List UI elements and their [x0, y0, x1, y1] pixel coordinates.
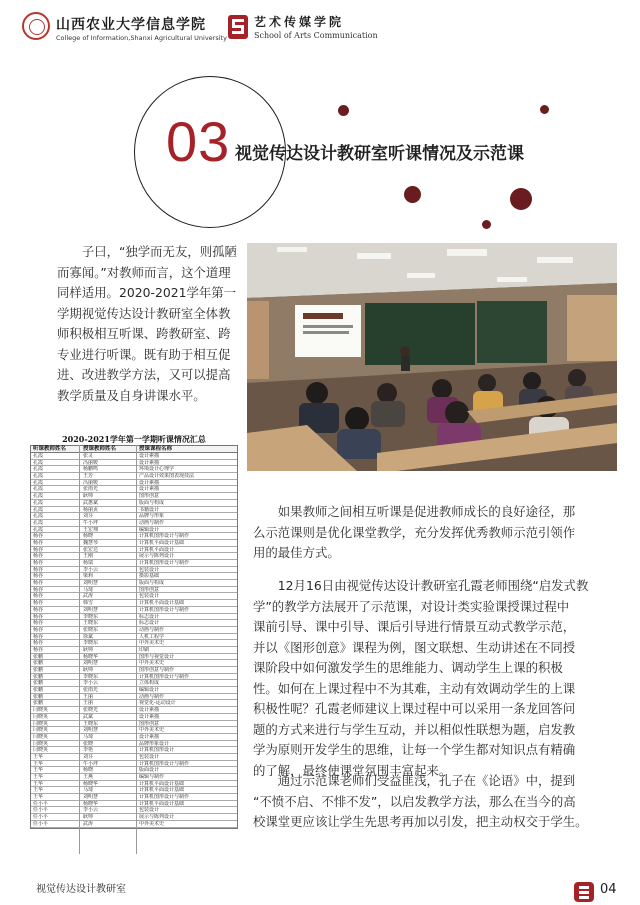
table-cell: 中外美术史: [139, 660, 165, 667]
page-number: 04: [600, 882, 617, 897]
table-cell: 杨谷: [33, 593, 44, 600]
table-cell: 计算机图形设计与制作: [139, 760, 190, 767]
table-cell: 包装设计: [139, 807, 160, 814]
table-cell: 设计素描: [139, 707, 160, 714]
table-cell: 杨谷: [33, 566, 44, 573]
body-paragraph-1: [253, 502, 617, 564]
table-cell: 设计素描: [139, 713, 160, 720]
table-cell: 牛小坪: [83, 760, 99, 767]
table-row: [31, 567, 237, 574]
table-title: 2020-2021学年第一学期听课情况汇总: [62, 434, 206, 444]
table-row: [31, 593, 237, 600]
table-cell: 王丽: [83, 700, 94, 707]
table-row: [31, 533, 237, 540]
table-cell: 张鹏: [33, 680, 44, 687]
table-cell: 杨谷: [33, 539, 44, 546]
table-cell: 王晓东: [83, 620, 99, 627]
intro-line: 专业进行听课。既有助于相互促: [57, 346, 231, 362]
table-cell: 冯丽媛: [83, 459, 99, 466]
table-cell: 闫晓英: [33, 747, 49, 754]
table-cell: 包装设计: [139, 753, 160, 760]
table-cell: 版面与构成: [139, 580, 165, 587]
table-cell: 中外美术史: [139, 820, 165, 827]
table-cell: 杨谷: [33, 553, 44, 560]
table-cell: 编辑设计: [139, 687, 160, 694]
table-row: [31, 660, 237, 667]
table-row: [31, 774, 237, 781]
table-row: [31, 540, 237, 547]
table-cell: 孔霞: [33, 499, 44, 506]
table-cell: 李小云: [83, 566, 99, 573]
table-cell: 孔霞: [33, 466, 44, 473]
table-row: [31, 627, 237, 634]
table-cell: 产品设计效果图表现技法: [139, 473, 195, 480]
table-row: [31, 747, 237, 754]
table-cell: 李晓东: [83, 613, 99, 620]
page-header: [22, 12, 622, 52]
paragraph-line: 如果教师之间相互听课是促进教师成长的良好途径，那: [277, 504, 576, 519]
table-cell: 杨谷: [33, 640, 44, 647]
table-cell: 杨谷: [33, 646, 44, 653]
table-cell: 闫晓英: [33, 720, 49, 727]
table-cell: 计算机平面设计基础: [139, 800, 185, 807]
table-row: [31, 493, 237, 500]
table-cell: 环境设计心理学: [139, 466, 175, 473]
body-paragraph-3: [253, 771, 617, 833]
table-cell: 杨谷: [33, 613, 44, 620]
paragraph-line: 性。如何在上课过程中不为其难，主动有效调动学生的上课: [253, 680, 576, 696]
decorative-dot: [540, 105, 549, 114]
table-cell: 闫晓英: [33, 707, 49, 714]
table-cell: 图形创意: [139, 720, 160, 727]
table-cell: 孔霞: [33, 513, 44, 520]
classroom-illustration: [247, 243, 617, 471]
table-cell: 包装设计: [139, 593, 160, 600]
table-row: [31, 654, 237, 661]
table-cell: 立体构成: [139, 680, 160, 687]
intro-line: 进、改进教学方法，又可以提高: [57, 367, 231, 382]
intro-line: 子曰，“独学而无友，则孤陋: [81, 244, 237, 259]
table-row: [31, 580, 237, 587]
table-cell: 中外美术史: [139, 727, 165, 734]
table-cell: 孔霞: [33, 459, 44, 466]
table-cell: 标志设计: [139, 613, 160, 620]
table-cell: 闫晓英: [33, 727, 49, 734]
table-cell: 杨谷: [33, 633, 44, 640]
attendance-table: [30, 434, 238, 854]
decorative-dot: [404, 186, 421, 203]
decorative-dot: [338, 105, 349, 116]
table-cell: 孔霞: [33, 519, 44, 526]
table-cell: 计算机图形设计与制作: [139, 794, 190, 801]
table-cell: 动画与制作: [139, 693, 165, 700]
paragraph-line: “不愤不启、不悱不发”，以启发教学方法，那么在当今的高: [253, 793, 576, 809]
table-row: [31, 741, 237, 748]
arts-school-logo-icon: [227, 14, 249, 40]
table-cell: 计算机图形设计: [139, 747, 175, 754]
paragraph-line: 课阶段中如何激发学生的思维能力、调动学生上课的积极: [253, 660, 563, 675]
table-cell: 品牌形象设计: [139, 740, 170, 747]
table-row: [31, 587, 237, 594]
table-cell: 武惠斌: [83, 499, 99, 506]
table-cell: 张雨光: [83, 486, 99, 493]
table-cell: 杨瑞: [83, 560, 94, 566]
table-cell: 王华: [33, 787, 44, 794]
intro-paragraph: [57, 242, 239, 406]
table-cell: 张灵: [83, 453, 94, 459]
table-cell: 设计素描: [139, 486, 160, 493]
paragraph-line: 么示范课则是优化课堂教学，充分发挥优秀教师示范引领作: [253, 524, 576, 540]
table-cell: 张晓: [83, 740, 94, 747]
table-row: [31, 513, 237, 520]
table-cell: 张宏达: [83, 546, 99, 553]
table-cell: 中外美术史: [139, 640, 165, 647]
table-cell: 张鹏: [33, 653, 44, 660]
table-cell: 耿帅: [83, 814, 94, 821]
table-cell: 张晓光: [83, 707, 99, 714]
table-cell: 孔霞: [33, 486, 44, 493]
table-cell: 印刷: [139, 646, 150, 653]
table-cell: 任小平: [33, 807, 49, 814]
table-cell: 杨谷: [33, 573, 44, 580]
intro-line: 教学质量及自身讲课水平。: [57, 387, 206, 403]
table-row: [31, 667, 237, 674]
table-cell: 计算机图形设计与制作: [139, 533, 190, 540]
table-cell: 杨谷: [33, 620, 44, 627]
school-name-en: College of Information,Shanxi Agricultural University: [56, 34, 227, 42]
paragraph-line: 学为原则开发学生的思维，让每一个学生都对知识点有精确: [253, 742, 576, 757]
table-cell: 韩雪: [83, 600, 94, 607]
table-cell: 杨丽贞: [83, 506, 99, 513]
table-row: [31, 781, 237, 788]
table-cell: 版面设计: [139, 767, 160, 774]
table-cell: 张鹏: [33, 700, 44, 707]
table-row: [31, 647, 237, 654]
paragraph-line: 课前引导、课中引导、课后引导进行情景互动式教学示范，: [253, 619, 576, 634]
table-cell: 孔霞: [33, 493, 44, 500]
table-cell: 马琦: [83, 787, 94, 794]
table-row: [31, 734, 237, 741]
table-cell: 牛小坪: [83, 519, 99, 526]
table-row: [31, 614, 237, 621]
table-header-row: [30, 445, 238, 453]
table-cell: 张雨光: [83, 687, 99, 694]
table-row: [31, 694, 237, 701]
table-cell: 任小平: [33, 814, 49, 821]
table-row: [31, 573, 237, 580]
table-row: [31, 600, 237, 607]
table-row: [31, 634, 237, 641]
table-cell: 魏慧琴: [83, 539, 99, 546]
table-cell: 人机工程学: [139, 633, 165, 640]
table-cell: 杨鹏鸣: [83, 466, 99, 473]
table-cell: 杨谷: [33, 546, 44, 553]
table-cell: 张鹏: [33, 660, 44, 667]
arts-school-name-en: School of Arts Communication: [254, 31, 378, 40]
table-cell: 孔霞: [33, 479, 44, 486]
table-cell: 展示与陈列设计: [139, 553, 175, 560]
table-cell: 任小平: [33, 800, 49, 807]
table-row: [31, 767, 237, 774]
table-cell: 孔霞: [33, 526, 44, 533]
paragraph-line: 用的最佳方式。: [253, 545, 340, 560]
table-row: [31, 801, 237, 808]
table-cell: 孔霞: [33, 473, 44, 480]
table-cell: 王华: [33, 774, 44, 780]
table-cell: 书籍设计: [139, 506, 160, 513]
table-cell: 张鹏: [33, 673, 44, 680]
table-cell: 王丽: [83, 693, 94, 700]
table-cell: 设计素描: [139, 733, 160, 740]
table-row: [31, 507, 237, 514]
table-cell: 计算机平面设计基础: [139, 539, 185, 546]
decorative-dot: [482, 220, 491, 229]
table-cell: 王华: [33, 760, 44, 767]
table-cell: 马琦: [83, 733, 94, 740]
table-cell: 王华: [33, 780, 44, 787]
table-cell: 编辑设计: [139, 526, 160, 533]
table-cell: 徐斌: [83, 633, 94, 640]
section-number: 03: [166, 110, 231, 173]
table-cell: 王芳: [83, 473, 94, 480]
table-row: [31, 453, 237, 460]
table-cell: 杨谷: [33, 626, 44, 633]
table-cell: 设计素描: [139, 459, 160, 466]
table-cell: 杨晓华: [83, 800, 99, 807]
table-row: [31, 486, 237, 493]
table-cell: 张鹏: [33, 693, 44, 700]
footer-department: 视觉传达设计教研室: [36, 884, 126, 895]
table-cell: 刘芬: [83, 753, 94, 760]
table-cell: 马琦: [83, 586, 94, 593]
table-cell: 版面与构成: [139, 499, 165, 506]
column-divider: [136, 445, 137, 854]
table-row: [31, 754, 237, 761]
paragraph-line: 学”的教学方法展开了示范课，对设计类实验课授课过程中: [253, 598, 570, 614]
table-header-cell: 授课课程名称: [139, 446, 173, 452]
table-row: [31, 500, 237, 507]
table-row: [31, 680, 237, 687]
table-cell: 杨晓华: [83, 653, 99, 660]
table-cell: 计算机图形设计与制作: [139, 606, 190, 613]
table-cell: 展示与陈列设计: [139, 814, 175, 821]
table-row: [31, 721, 237, 728]
table-header-cell: 听课教师姓名: [33, 446, 67, 452]
table-cell: 刘明慧: [83, 727, 99, 734]
table-cell: 梁莉: [83, 573, 94, 580]
table-cell: 计算机图形设计与制作: [139, 560, 190, 566]
table-header-cell: 授课教师姓名: [83, 446, 117, 452]
university-seal-icon: [22, 12, 50, 40]
table-cell: 计算机平面设计基础: [139, 600, 185, 607]
table-cell: 包装设计: [139, 566, 160, 573]
table-cell: 闫晓英: [33, 713, 49, 720]
table-cell: 王宏翔: [83, 526, 99, 533]
table-row: [31, 547, 237, 554]
arts-school-name-cn: 艺术传媒学院: [254, 15, 345, 29]
table-row: [31, 707, 237, 714]
table-cell: 李小云: [83, 680, 99, 687]
table-cell: 武斌: [83, 713, 94, 720]
table-cell: 杨谷: [33, 600, 44, 607]
table-cell: 孔霞: [33, 453, 44, 459]
intro-line: 学期视觉传达设计教研室全体教: [57, 305, 231, 321]
paragraph-line: 校课堂更应该让学生先思考再加以引发，把主动权交于学生。: [253, 814, 588, 829]
table-row: [31, 607, 237, 614]
classroom-photo: [247, 243, 617, 471]
table-cell: 王华: [33, 753, 44, 760]
table-cell: 摄影基础: [139, 573, 160, 580]
column-divider: [79, 445, 80, 854]
table-row: [31, 466, 237, 473]
body-paragraph-2: [253, 576, 617, 781]
table-row: [31, 727, 237, 734]
table-cell: 计算机平面设计基础: [139, 780, 185, 787]
table-cell: 孔霞: [33, 506, 44, 513]
table-cell: 杨谷: [33, 533, 44, 540]
table-row: [31, 761, 237, 768]
intro-line: 而寡闻。”对教师而言，这个道理: [57, 264, 231, 280]
table-row: [31, 674, 237, 681]
table-cell: 刘明慧: [83, 794, 99, 801]
table-cell: 李晓东: [83, 640, 99, 647]
table-cell: 冯丽媛: [83, 479, 99, 486]
table-row: [31, 714, 237, 721]
table-row: [31, 620, 237, 627]
table-row: [31, 460, 237, 467]
table-cell: 图形与视觉设计: [139, 653, 175, 660]
table-row: [31, 560, 237, 567]
table-cell: 图形创意与制作: [139, 667, 175, 673]
table-cell: 王华: [33, 794, 44, 801]
table-cell: 设计素描: [139, 453, 160, 459]
table-cell: 编辑与制作: [139, 774, 165, 780]
school-name-cn: 山西农业大学信息学院: [56, 17, 206, 33]
table-body: [30, 453, 238, 829]
table-cell: 闫晓英: [33, 733, 49, 740]
table-cell: 王华: [33, 767, 44, 774]
paragraph-line: 并以《图形创意》课程为例，图文联想、生动讲述在不同授: [253, 639, 576, 655]
table-cell: 计算机平面设计: [139, 546, 175, 553]
table-cell: 杨晓: [83, 767, 94, 774]
intro-line: 同样适用。2020-2021学年第一: [57, 285, 237, 300]
table-cell: 王晓东: [83, 720, 99, 727]
table-row: [31, 480, 237, 487]
table-cell: 刘明慧: [83, 606, 99, 613]
paragraph-line: 通过示范课老师们受益匪浅，孔子在《论语》中，提到: [277, 773, 576, 788]
table-cell: 计算机平面设计基础: [139, 787, 185, 794]
table-row: [31, 700, 237, 707]
table-cell: 李晓东: [83, 673, 99, 680]
table-cell: 标志设计: [139, 620, 160, 627]
table-cell: 武涛: [83, 593, 94, 600]
table-cell: 王刚: [83, 553, 94, 560]
table-cell: 杨谷: [33, 606, 44, 613]
table-row: [31, 787, 237, 794]
table-row: [31, 520, 237, 527]
intro-line: 师积极相互听课、跨教研室、跨: [57, 326, 231, 341]
table-cell: 任小平: [33, 820, 49, 827]
table-cell: 李艳: [83, 747, 94, 754]
table-cell: 计算机图形设计与制作: [139, 673, 190, 680]
table-cell: 武涛: [83, 820, 94, 827]
table-cell: 视觉化-运动设计: [139, 700, 176, 707]
table-row: [31, 473, 237, 480]
paragraph-line: 积极性呢？孔霞老师建议上课过程中可以采用一条龙回答问: [253, 701, 576, 716]
table-cell: 设计素描: [139, 479, 160, 486]
table-row: [31, 553, 237, 560]
paragraph-line: 12月16日由视觉传达设计教研室孔霞老师围绕“启发式教: [277, 578, 589, 593]
table-cell: 杨谷: [33, 560, 44, 566]
table-cell: 李小云: [83, 807, 99, 814]
table-cell: 闫晓英: [33, 740, 49, 747]
table-row: [31, 527, 237, 534]
table-cell: 杨晓华: [83, 780, 99, 787]
table-cell: 张鹏: [33, 687, 44, 694]
table-cell: 杨谷: [33, 586, 44, 593]
table-row: [31, 640, 237, 647]
table-cell: 杨晓: [83, 533, 94, 540]
section-title: 视觉传达设计教研室听课情况及示范课: [235, 144, 524, 164]
decorative-dot: [510, 188, 532, 210]
table-cell: 刘芬: [83, 513, 94, 520]
table-cell: 图形创意: [139, 586, 160, 593]
paragraph-line: 的了解，最终使课堂氛围丰富起来。: [253, 762, 452, 778]
table-row: [31, 821, 237, 828]
table-cell: 品牌与形象: [139, 513, 165, 520]
table-cell: 耿帅: [83, 667, 94, 673]
table-cell: 张晓东: [83, 626, 99, 633]
table-cell: 图形创意: [139, 493, 160, 500]
table-cell: 耿帅: [83, 646, 94, 653]
table-cell: 动画与制作: [139, 626, 165, 633]
arts-school-logo-icon: [574, 882, 594, 902]
table-row: [31, 807, 237, 814]
table-cell: 刘明慧: [83, 660, 99, 667]
table-row: [31, 687, 237, 694]
table-row: [31, 794, 237, 801]
table-cell: 耿帅: [83, 493, 94, 500]
table-cell: 杨谷: [33, 580, 44, 587]
paragraph-line: 题的方式来进行与学生互动，并以相似性联想为题，启发教: [253, 721, 576, 737]
table-cell: 刘明慧: [83, 580, 99, 587]
table-cell: 张鹏: [33, 667, 44, 673]
table-cell: 动画与制作: [139, 519, 165, 526]
table-cell: 王燕: [83, 774, 94, 780]
table-row: [31, 814, 237, 821]
